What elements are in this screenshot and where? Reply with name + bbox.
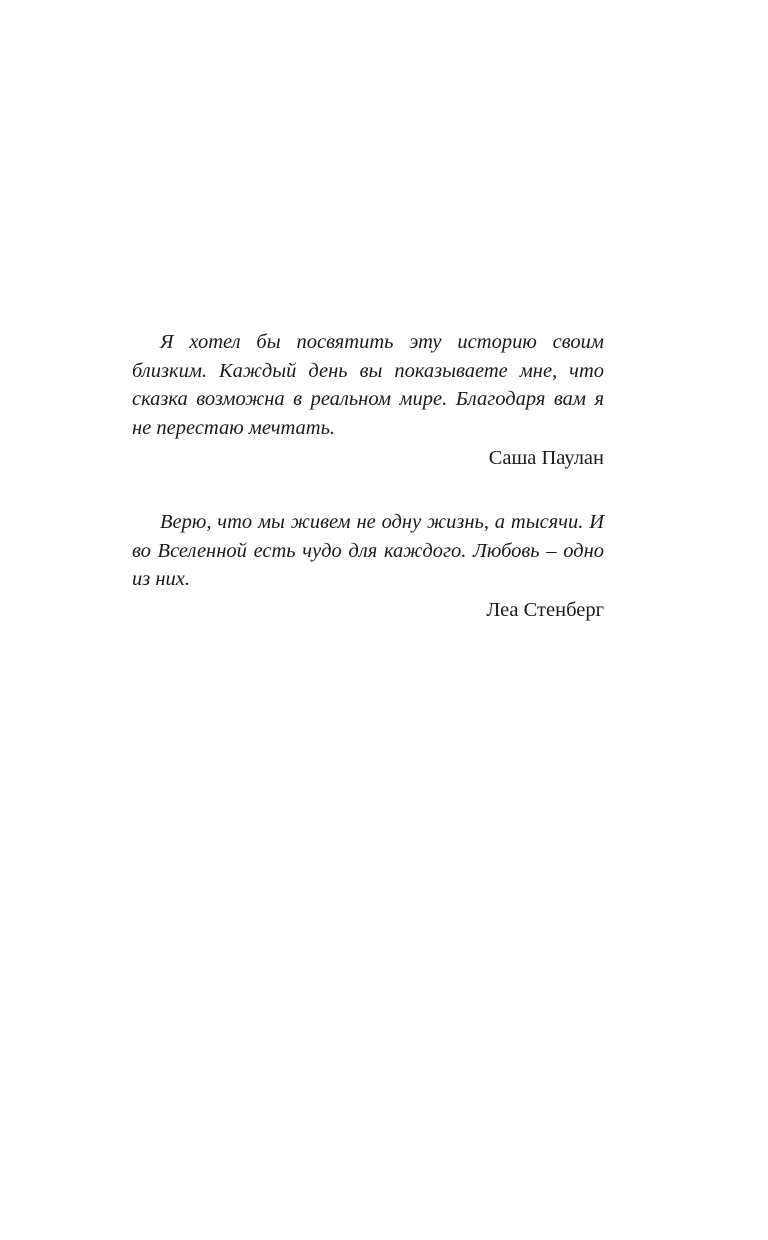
dedication-text: Я хотел бы посвятить эту историю своим близким. Каждый день вы показываете мне, что сказка возможна в реальном мире. Благодаря вам я не перестаю мечтать. (132, 331, 604, 439)
dedication-author: Леа Стенберг (486, 598, 604, 621)
dedication-block-1 (132, 328, 604, 473)
dedication-text: Верю, что мы живем не одну жизнь, а тысячи. И во Вселенной есть чудо для каждого. Любовь – одно из них. (132, 511, 604, 590)
dedication-author: Саша Паулан (488, 447, 604, 469)
dedication-block-2 (132, 508, 604, 624)
